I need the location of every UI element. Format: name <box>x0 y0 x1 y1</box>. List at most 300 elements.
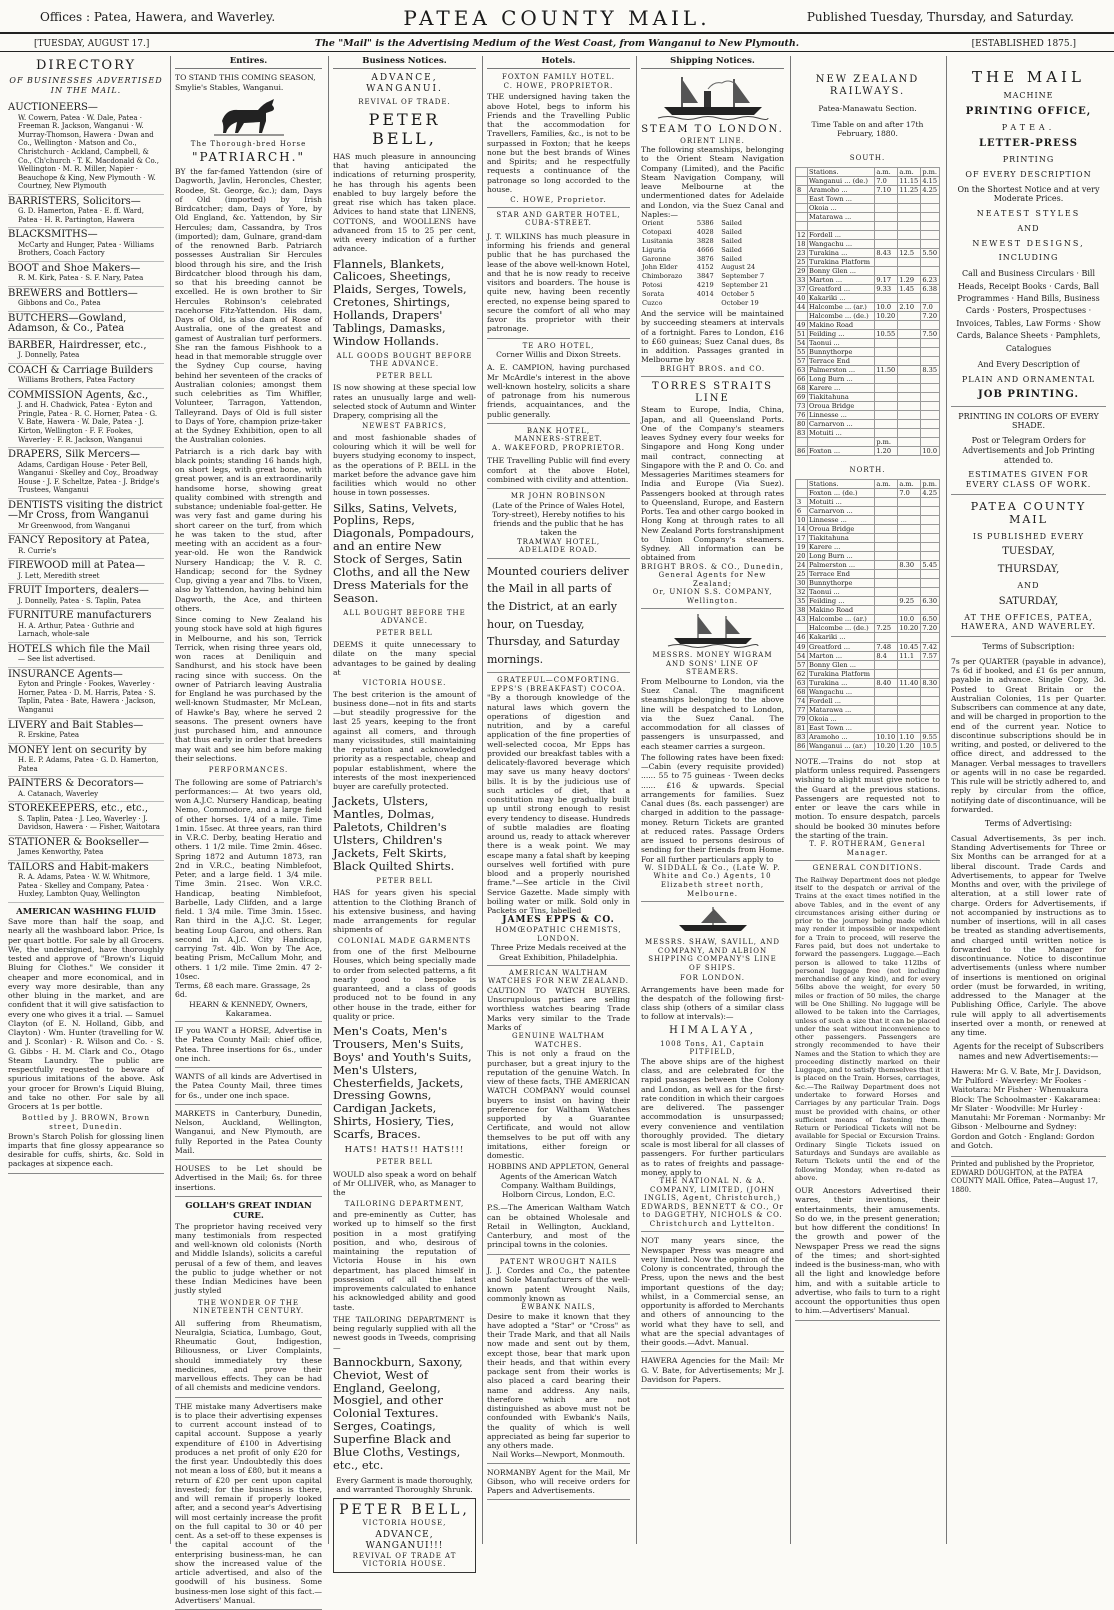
newest-fabrics: NEWEST FABRICS, <box>362 422 447 431</box>
tuesday: TUESDAY, <box>1002 546 1055 558</box>
ship-cell: Lusitania <box>642 237 673 246</box>
directory-heading: COACH & Carriage Builders <box>8 364 153 376</box>
directory-heading: PAINTERS & Decorators— <box>8 778 144 790</box>
peter-bell-box <box>333 1498 476 1573</box>
neatest-styles: NEATEST STYLES <box>976 209 1081 219</box>
general-conditions: GENERAL CONDITIONS. <box>812 864 923 873</box>
timetable-cell: 8.40 <box>875 678 898 687</box>
directory-entry <box>8 559 164 584</box>
subscription-body: 7s per QUARTER (payable in advance), 7s 6d if booked, and £1 6s per annum, payable in advance. Single Copy, 3d. Posted to Great Britain or the Australian Colonies, 11s per Quarter. Subscribers can commence at any date, and will be charged in proportion to the end of the current year. Notice to discontinue subscriptions should be in writing, and posted, or delivered to the office direct, and addressed to the Manager. Verbal messages to travellers or agents will in no case be regarded. This rule will be strictly adhered to, and reply by circular from the office, notifying date of discontinuance, will be forwarded. <box>951 656 1106 814</box>
timetable-cell: 76 <box>796 411 808 420</box>
fares: The following rates have been fixed:—Cabin (every requisite provided) ...... 55 to 75 guineas · Tween decks ...... £16 & upwards. Special arrangements for families. Suez Canal dues (8s. each passenger) are charged in addition to the passage-money. Return Tickets are granted at reduced rates. Passage Orders are issued to persons desirous of sending for their friends from Home. For all further particulars apply to <box>641 752 784 864</box>
timetable-row <box>796 185 940 194</box>
timetable-row <box>796 275 940 284</box>
masthead-title: PATEA COUNTY MAIL. <box>403 6 711 30</box>
the-mail: THE MAIL <box>972 68 1085 86</box>
timetable-cell: 6.50 <box>921 615 940 624</box>
ship-cell: October 19 <box>721 298 759 307</box>
station-name: Fordell ... <box>807 696 874 705</box>
timetable-cell <box>898 366 921 375</box>
timetable-cell <box>921 212 940 221</box>
timetable-cell <box>898 239 921 248</box>
timetable-cell: 9.33 <box>875 284 898 293</box>
timetable-cell <box>898 588 921 597</box>
shaw-savill: MESSRS. SHAW, SAVILL, AND COMPANY, AND ALBION SHIPPING COMPANY'S LINE OF SHIPS. <box>645 938 780 972</box>
ship-cell: October 5 <box>721 289 755 298</box>
timetable-cell <box>921 552 940 561</box>
directory-heading: FANCY Repository at Patea, <box>8 535 150 547</box>
peter-bell-sig-1: PETER BELL <box>376 371 433 380</box>
notices-list <box>175 1022 322 1197</box>
advertisers-mistake: THE mistake many Advertisers make is to place their advertising expenses to current account instead of to capital account. Suppose a yearly expenditure of £100 in Advertising produces a net profit of only £20 for the first year. Undoubtedly this does not mean a loss of £80, but it means a return of £20 per cent upon capital invested; for the business is there, and will remain if properly looked after, and a second year's Advertising will most certainly increase the profit on the full capital to 30 or 40 per cent. As a set-off to these expenses is the capital account of the enterprising business-man, he can show the increased value of the article advertised, and also of the goodwill of his business. Some business-men lose sight of this fact.—Advertisers' Manual. <box>175 1398 322 1610</box>
star-heading: STAR AND GARTER HOTEL, <box>496 210 621 219</box>
timetable-cell <box>796 311 808 320</box>
directory-entry <box>8 836 164 861</box>
station-name: Oroua Bridge <box>807 525 874 534</box>
directory-heading: BARRISTERS, Solicitors— <box>8 195 141 207</box>
ship-row <box>641 219 784 228</box>
timetable-row <box>796 203 940 212</box>
including: INCLUDING <box>998 253 1059 263</box>
directory-entry <box>8 312 164 339</box>
timetable-cell <box>796 221 808 230</box>
union-company: Or, UNION S.S. COMPANY, Wellington. <box>641 588 784 609</box>
small-notice: MARKETS in Canterbury, Dunedin, Nelson, Auckland, Wellington, Wanganui, and New Plymouth, are fully Reported in the Patea County Mail. <box>175 1105 322 1160</box>
station-name: Makino Road <box>807 320 874 329</box>
directory-entry <box>8 744 164 778</box>
ship-row <box>641 254 784 263</box>
hotels-heading: Hotels. <box>487 56 630 69</box>
timetable-cell <box>921 402 940 411</box>
bank-body: THE Travelling Public will find every comfort at the above Hotel, combined with civility and attention. <box>487 452 630 489</box>
ship-cell <box>696 298 720 307</box>
timetable-cell <box>898 633 921 642</box>
timetable-cell <box>875 339 898 348</box>
timetable-row <box>796 329 940 338</box>
directory-heading: COMMISSION Agents, &c., <box>8 389 149 401</box>
timetable-cell <box>921 393 940 402</box>
timetable-cell <box>921 230 940 239</box>
colonial-garments: COLONIAL MADE GARMENTS <box>337 936 472 945</box>
north-am2-header: a.m. <box>898 479 921 488</box>
station-name: Oroua Bridge <box>807 402 874 411</box>
rail-note: NOTE.—Trains do not stop at platform unless required. Passengers wishing to alight must give notice to the Guard at the previous stations. Passengers are requested not to enter or leave the cars while in motion. To ensure despatch, parcels should be booked 30 minutes before the starting of the train. <box>795 756 940 840</box>
column-shipping <box>636 56 788 1544</box>
steam-body-2: And the service will be maintained by succeeding steamers at intervals of a fortnight. Fares to London, £16 to £60 guineas; Suez Canal dues, 8s in addition. Passages granted in Melbourne by <box>641 309 784 365</box>
timetable-cell <box>898 543 921 552</box>
timetable-cell <box>921 266 940 275</box>
steam-body: The following steamships, belonging to the Orient Steam Navigation Company (Limited), and the Pacific Steam Navigation Company, will leave Melbourne at the undermentioned dates for Adelaide and London, via the Suez Canal and Naples:— <box>641 145 784 219</box>
timetable-cell <box>875 203 898 212</box>
timetable-cell: 6.30 <box>921 597 940 606</box>
timetable-cell: 6.38 <box>921 284 940 293</box>
caution-body: This is not only a fraud on the purchaser, but a great injury to the reputation of the genuine Watch. In view of these facts, THE AMERICAN WATCH COMPANY would counsel buyers to insist on having their preference for Waltham Watches supported by a Guarantee Certificate, and would not allow themselves to be put off with any imitations, either foreign or domestic. <box>487 1049 630 1161</box>
directory-heading: BUTCHERS—Gowland, Adamson, & Co., Patea <box>8 312 127 335</box>
masthead-offices: Offices : Patea, Hawera, and Waverley. <box>40 10 276 24</box>
directory-entry <box>8 364 164 389</box>
timetable-cell: 57 <box>796 357 808 366</box>
timetable-cell: 8 <box>796 185 808 194</box>
adv-terms-heading: Terms of Advertising: <box>984 819 1073 829</box>
deems-body: DEEMS it quite unnecessary to dilate on the many special advantages to be gained by dealing at <box>333 640 476 677</box>
timetable-cell: 8.30 <box>921 678 940 687</box>
column-business <box>328 56 480 1569</box>
directory-entry <box>8 534 164 559</box>
directory-names: J. Donnelly, Patea <box>18 351 80 360</box>
directory-heading: STATIONER & Bookseller— <box>8 836 149 848</box>
torres-heading: TORRES STRAITS LINE <box>652 381 773 405</box>
station-name <box>807 438 874 447</box>
south-pm-header: p.m. <box>921 167 940 176</box>
hobbins: HOBBINS AND APPLETON, General Agents of the American Watch Company. Waltham Buildings, Holborn Circus, London, E.C. <box>488 1162 629 1200</box>
post-orders: Post or Telegram Orders for Advertisements and Job Printing attended to. <box>962 436 1095 465</box>
timetable-cell <box>875 194 898 203</box>
ps: P.S.—The American Waltham Watch can be obtained Wholesale and Retail in Wellington, Auckland, Canterbury, and most of the principal towns in the colonies. <box>487 1199 630 1254</box>
station-name: Wangachu ... <box>807 239 874 248</box>
timetable-cell: 2.10 <box>898 302 921 311</box>
small-notice: WANTS of all kinds are Advertised in the Patea County Mail, three times for 6s., under one inch space. <box>175 1068 322 1105</box>
timetable-cell <box>898 579 921 588</box>
couriers: Mounted couriers deliver the Mail in all parts of the District, at an early hour, on Tuesday, Thursday, and Saturday mornings. <box>487 559 630 674</box>
shaw-body: Arrangements have been made for the despatch of the following first-class ship (others of a similar class to follow at intervals):— <box>641 984 784 1022</box>
timetable-cell: 8.30 <box>898 561 921 570</box>
timetable-cell: 37 <box>796 284 808 293</box>
thursday: THURSDAY, <box>997 563 1060 575</box>
ship-cell: August 24 <box>721 263 756 272</box>
timetable-cell: 24 <box>796 561 808 570</box>
station-name: Carnarvon ... <box>807 507 874 516</box>
flannels-list: Flannels, Blankets, Calicoes, Sheetings, Plaids, Serges, Towels, Cretones, Shirtings, Hollands, Drapers' Tablings, Damasks, Window Hollands. <box>333 256 467 348</box>
directory-entry <box>8 499 164 535</box>
foxton-body: THE undersigned having taken the above Hotel, begs to inform his Friends and the Travelling Public that the accommodation for Travellers, Families, &c., is not to be surpassed in Foxton; that he keeps none but the best brands of Wines and Spirits; and he respectfully requests a continuance of the patronage so long accorded to the house. <box>487 92 630 194</box>
station-name: Terrace End <box>807 357 874 366</box>
indian-cure-ad <box>175 1197 322 1398</box>
directory-heading: TAILORS and Habit-makers <box>8 861 149 873</box>
himalaya-sub: 1008 Tons, A1, Captain PITFIELD, <box>660 1039 765 1057</box>
colonial-body: HAS for years given his special attention to the Clothing Branch of his extensive business, and having made arrangements for regular shipments of <box>333 888 476 935</box>
bank-sub: MANNERS-STREET. <box>514 435 603 444</box>
timetable-cell: 12.5 <box>898 248 921 257</box>
timetable-cell: p.m. <box>875 438 898 447</box>
revival-end: REVIVAL OF TRADE AT VICTORIA HOUSE. <box>352 1551 457 1569</box>
timetable-cell <box>875 516 898 525</box>
timetable-cell <box>898 552 921 561</box>
performances-heading: PERFORMANCES. <box>208 766 289 775</box>
north-pm-header: p.m. <box>921 479 940 488</box>
timetable-cell: 43 <box>796 615 808 624</box>
ship-cell: 3847 <box>696 272 714 281</box>
criterion-body: The best criterion is the amount of business done—not in fits and starts—but steadily progressive for the last 25 years, keeping to the front against all comers, and through many vicissitudes, still maintaining the reputation and acknowledged priority as a respectable, cheap and popular establishment, where the interests of the most inexperienced buyer are carefully protected. <box>333 689 476 792</box>
timetable-cell: 11.15 <box>898 176 921 185</box>
station-name: East Town ... <box>807 723 874 732</box>
timetable-row <box>796 366 940 375</box>
epps-heading: EPPS'S (BREAKFAST) COCOA. <box>490 684 626 693</box>
timetable-cell: 68 <box>796 687 808 696</box>
directory-heading: BREWERS and Bottlers— <box>8 287 138 299</box>
general-body: The Railway Department does not pledge itself to the despatch or arrival of the Trains at the exact times notified in the above Tables, and in the event of any circumstances arising either during or prior to the journey being made which may render it impossible or inexpedient for a Train to proceed, will reserve the Fares paid, but does not undertake to forward the passengers. Luggage.—Each person is allowed to take 112lbs of personal luggage free (not including merchandise of any kind), and for every 56lbs above the weight, for every 50 miles or fraction of 50 miles, the charge will be One Shilling. No luggage will be allowed to be taken into the Carriages, unless of such a size that it can be placed under the seat without inconvenience to other passengers. Passengers are strongly recommended to have their Names and the Station to which they are proceeding distinctly marked on their Luggage, and to satisfy themselves that it is placed on the Train. Horses, carriages, &c.—The Railway Department does not undertake to forward Horses and Carriages by any particular Train. Dogs must be provided with chains, or other sufficient means of fastening them. Return or Periodical Tickets will not be available for Special or Excursion Trains. Ordinary Single Tickets issued on Saturdays and Sundays are available as Return Tickets until the end of the following Monday, when re-dated as above. <box>795 875 940 1182</box>
stud-owners: HEARN & KENNEDY, Owners, Kakaramea. <box>175 1000 322 1023</box>
timetable-cell: 18 <box>796 239 808 248</box>
ship-row <box>641 289 784 298</box>
timetable-cell <box>898 411 921 420</box>
directory-names: Gibbons and Co., Patea <box>18 299 101 308</box>
timetable-cell: 10 <box>796 516 808 525</box>
bannockburn-list: Bannockburn, Saxony, Cheviot, West of England, Geelong, Mosgiel, and other Colonial Textures. Serges, Coatings, Superfine Black and Blue Cloths, Vestings, etc., etc. <box>333 1354 463 1472</box>
directory-heading: FRUIT Importers, dealers— <box>8 585 149 597</box>
ship-cell: Potosi <box>642 281 663 290</box>
timetable-cell: 54 <box>796 339 808 348</box>
directory-heading: BARBER, Hairdresser, etc., <box>8 339 147 351</box>
agents-heading: Agents for the receipt of Subscribers names and new Advertisements:— <box>953 1042 1104 1062</box>
timetable-cell <box>898 516 921 525</box>
ship-cell: John Elder <box>642 263 678 272</box>
siddall: W. SIDDALL & Co., (Late W. P. White and Co.) Agents, 10 Elizabeth street north, Melbourne. <box>641 864 784 902</box>
bright-bros: BRIGHT BROS. and CO. <box>641 365 784 378</box>
timetable-cell <box>898 384 921 393</box>
timetable-cell <box>875 488 898 497</box>
railways-heading: NEW ZEALAND RAILWAYS. <box>815 74 920 98</box>
timetable-row <box>796 633 940 642</box>
timetable-cell <box>875 212 898 221</box>
bank-heading: BANK HOTEL, <box>526 426 591 435</box>
patea: PATEA. <box>1001 123 1056 133</box>
station-name: Feilding ... <box>807 597 874 606</box>
timetable-row <box>796 696 940 705</box>
timetable-cell: 7.0 <box>898 488 921 497</box>
timetable-row <box>796 311 940 320</box>
ship-cell: Cotopaxi <box>642 228 672 237</box>
north-stations-header: Stations. <box>807 479 874 488</box>
ship-cell: 3828 <box>696 237 714 246</box>
station-name: Carnarvon ... <box>807 420 874 429</box>
ship-cell: 4219 <box>696 281 714 290</box>
timetable-cell <box>898 498 921 507</box>
timetable-cell <box>921 507 940 516</box>
indian-cure-body: The proprietor having received very many testimonials from respected and well-known old colonists (North and Middle Islands), solicits a careful perusal of a few of them, and leaves the public to judge whether or not these Indian Medicines have been justly styled <box>175 1221 322 1296</box>
south-am2-header: a.m. <box>898 167 921 176</box>
directory-names: Eyton and Pringle · Fookes, Waverley · Horner, Patea · D. M. Harris, Patea · S. Taplin, Patea · Bate, Hawera · Jackson, Wanganui <box>18 680 156 714</box>
timetable-cell <box>875 669 898 678</box>
ship-row <box>641 281 784 290</box>
ship-cell: Garonne <box>642 254 671 263</box>
station-name: Greatford ... <box>807 284 874 293</box>
timetable-cell: 5.45 <box>921 561 940 570</box>
timetable-date: Time Table on and after 17th February, 1880. <box>811 119 924 138</box>
timetable-row <box>796 714 940 723</box>
timetable-cell <box>898 687 921 696</box>
hawera-agencies: HAWERA Agencies for the Mail: Mr G. V. Bate, for Advertisements; Mr J. Davidson for Papers. <box>641 1352 784 1389</box>
timetable-row <box>796 402 940 411</box>
directory-heading: LIVERY and Bait Stables— <box>8 719 144 731</box>
timetable-cell: 4.25 <box>921 488 940 497</box>
timetable-cell: 54 <box>796 651 808 660</box>
job-printing: JOB PRINTING. <box>951 389 1106 406</box>
timetable-cell: 25 <box>796 570 808 579</box>
timetable-cell: 46 <box>796 633 808 642</box>
timetable-cell <box>796 176 808 185</box>
robinson-heading: MR JOHN ROBINSON <box>510 492 607 501</box>
published-every: IS PUBLISHED EVERY <box>972 531 1085 541</box>
station-name: Foxton ... <box>807 447 874 456</box>
timetable-cell <box>898 320 921 329</box>
directory-entry <box>8 643 164 668</box>
tailoring-heading: TAILORING DEPARTMENT, <box>344 1199 465 1208</box>
timetable-cell: 7.10 <box>875 185 898 194</box>
ship-cell: Sailed <box>721 228 743 237</box>
ship-cell: Orient <box>642 219 664 228</box>
ewbank-heading: EWBANK NAILS, <box>521 1303 596 1312</box>
horse-stock: Since coming to New Zealand his young stock have sold at high figures in Melbourne, and his son, Terrick Terrick, when rising three years old, won races at Deniliquin and Sandhurst, and his stock have been racing since with success. On the owner of Patriarch leaving Australia for England he was purchased by the well-known Studmaster, Mr McLean, of Hawke's Bay, where he served 2 seasons. The present owners have just purchased him, and announce that thus early in order that breeders may wait and see him before making their selections. <box>175 615 322 763</box>
timetable-cell <box>898 194 921 203</box>
timetable-row <box>796 723 940 732</box>
timetable-cell: 38 <box>796 606 808 615</box>
colonial-details: from one of the first Melbourne Houses, which being specially made to order from selected patterns, a fit nearly good to bespoke is guaranteed, and a class of goods produced not to be found in any other house in the trade, either for quality or price. <box>333 947 476 1021</box>
estimates: ESTIMATES GIVEN FOR EVERY CLASS OF WORK. <box>951 470 1106 495</box>
printing-office: PRINTING OFFICE, <box>965 106 1092 118</box>
timetable-cell <box>875 348 898 357</box>
station-name: Marton ... <box>807 275 874 284</box>
timetable-cell: 79 <box>796 714 808 723</box>
timetable-cell <box>921 714 940 723</box>
timetable-row <box>796 194 940 203</box>
money-body: From Melbourne to London, via the Suez Canal. The magnificent steamships belonging to the above line will be despatched to London, via the Suez Canal. The accommodation for all classes of passengers is unsurpassed, and each steamer carries a surgeon. <box>641 676 784 751</box>
timetable-cell: 1.20 <box>875 447 898 456</box>
subscription-heading: Terms of Subscription: <box>982 642 1075 652</box>
timetable-row <box>796 176 940 185</box>
timetable-cell <box>921 293 940 302</box>
washing-bottled: Bottled by J. BROWN, Brown street, Dunedin. <box>21 1114 151 1131</box>
timetable-cell: 44 <box>796 302 808 311</box>
timetable-row <box>796 651 940 660</box>
directory-names: Mr Greenwood, from Wanganui <box>18 521 131 530</box>
timetable-cell <box>875 384 898 393</box>
timetable-cell: 7.50 <box>921 329 940 338</box>
station-name: Kakariki ... <box>807 633 874 642</box>
timetable-cell <box>921 516 940 525</box>
himalaya: HIMALAYA, <box>669 1024 756 1036</box>
small-notice: HOUSES to be Let should be Advertised in the Mail; 6s. for three insertions. <box>175 1160 322 1197</box>
money-wigram: MESSRS. MONEY WIGRAM AND SONS' LINE OF STEAMERS. <box>652 651 773 677</box>
plain-ornamental: PLAIN AND ORNAMENTAL <box>961 374 1096 384</box>
directory-names: Williams Brothers, Patea Factory <box>18 376 135 385</box>
timetable-cell <box>898 339 921 348</box>
saturday: SATURDAY, <box>998 595 1059 607</box>
timetable-row <box>796 320 940 329</box>
station-name: Linnesse ... <box>807 516 874 525</box>
timetable-cell: 11.1 <box>898 651 921 660</box>
torres-body: Steam to Europe, India, China, Japan, and all Queensland Ports. One of the Company's steamers leaves Sydney every four weeks for Singapore and Hong Kong under mail contract, connecting at Singapore with the P. and O. Co. and Messageries Maritimes steamers for India and Europe (Via Suez). Passengers booked at through rates to Queensland, Europe, and Eastern Ports. Tea and other cargo booked in Hong Kong at through rates to all New Zealand Ports forstranshipment to Union Company's steamers. Sydney. All information can be obtained from <box>641 405 784 563</box>
timetable-cell <box>875 393 898 402</box>
timetable-cell <box>921 543 940 552</box>
entires-heading: Entires. <box>175 56 322 69</box>
shades-body: and most fashionable shades of colouring which it will be well for buyers studying economy to inspect, as the operations of P. BELL in the market before the advance gave him facilities which would no other house in town possesses. <box>333 432 476 498</box>
revival-heading: REVIVAL OF TRADE. <box>358 98 451 107</box>
timetable-cell <box>898 438 921 447</box>
epps-body: "By a thorough knowledge of the natural laws which govern the operations of digestion and nutrition, and by a careful application of the fine properties of well-selected cocoa, Mr Epps has provided our breakfast tables with a delicately-flavored beverage which may save us many heavy doctors' bills. It is by the judicious use of such articles of diet, that a constitution may be gradually built up until strong enough to resist every tendency to disease. Hundreds of subtle maladies are floating around us, ready to attack wherever there is a weak point. We may escape many a fatal shaft by keeping ourselves well fortified with pure blood and a properly nourished frame."—See article in the Civil Service Gazette. Made simply with boiling water or milk. Sold only in Packets or Tins, labelled <box>487 693 630 916</box>
timetable-row <box>796 411 940 420</box>
timetable-cell: 55 <box>796 348 808 357</box>
caution: CAUTION TO WATCH BUYERS. Unscrupulous parties are selling worthless watches bearing Trade Marks very similar to the Trade Marks of <box>487 985 630 1032</box>
station-name: Feilding ... <box>807 329 874 338</box>
timetable-cell: 57 <box>796 660 808 669</box>
timetable-cell <box>875 552 898 561</box>
timetable-cell <box>875 221 898 230</box>
timetable-cell <box>898 525 921 534</box>
tearo-heading: TE ARO HOTEL, <box>522 341 595 350</box>
timetable-row <box>796 741 940 750</box>
timetable-cell <box>898 375 921 384</box>
timetable-row <box>796 248 940 257</box>
timetable-cell <box>875 714 898 723</box>
timetable-row <box>796 221 940 230</box>
timetable-cell <box>875 525 898 534</box>
robinson-body: (Late of the Prince of Wales Hotel, Tory-street), Hereby notifies to his friends and the public that he has taken the <box>492 500 625 538</box>
timetable-cell: 14 <box>796 525 808 534</box>
timetable-cell: 49 <box>796 320 808 329</box>
timetable-cell: 1.10 <box>898 732 921 741</box>
tearo-body: A. E. CAMPION, having purchased Mr McArdle's interest in the above well-known hostelry, solicits a share of patronage from his numerous friends, acquaintances, and the public generally. <box>487 359 630 424</box>
station-name: Taonui ... <box>807 588 874 597</box>
timetable-row <box>796 624 940 633</box>
station-name: Wanganui ... (ar.) <box>807 741 874 750</box>
south-timetable <box>795 167 940 457</box>
ship-icon <box>673 905 753 935</box>
adelaide-road: ADELAIDE ROAD. <box>487 546 630 559</box>
silks-list: Silks, Satins, Velvets, Poplins, Reps, Diagonals, Pompadours, and an entire New Stock of Serges, Satin Cloths, and all the New Dress Materials for the Season. <box>333 500 475 605</box>
ship-cell: 5386 <box>696 219 714 228</box>
timetable-row <box>796 420 940 429</box>
timetable-cell <box>921 384 940 393</box>
star-sub: CUBA-STREET. <box>525 219 592 228</box>
timetable-cell <box>921 579 940 588</box>
directory-heading: MONEY lent on security by <box>8 744 147 756</box>
timetable-row <box>796 570 940 579</box>
performances: The following are some of Patriarch's performances:— At two years old, won A.J.C. Nursery Handicap, beating Nemo, Commodore, and a large field of other horses. 1/4 of a mile. Time 1min. 15sec. At three years, ran third in V.R.C. Derby, beating Heratio and others. 1 1/2 mile. Time 2min. 46sec. Spring 1872 and Autumn 1873, ran 2nd in V.R.C., beating Nimblefoot, Peter, and a large field. 1 3/4 mile. Time 3min. 21sec. Won V.R.C. Handicap, beating Nimblefoot, Barbelle, Lady Clifden, and a large field. 1 3/4 mile. Time 3min. 15sec. Ran third in the A.J.C. St. Leger, beating Loup Garou, and others. Ran second in A.J.C. City Handicap, carrying 7st. 4lb. Won by The Ace, beating Prism, McCallum Mohr, and others. 1 1/2 mile. Time 2min. 47 2-10sec. <box>175 777 322 981</box>
station-name: Tiakitahuna <box>807 534 874 543</box>
printing: PRINTING <box>1002 155 1055 165</box>
directory-names: W. Cowern, Patea · W. Dale, Patea · Freeman R. Jackson, Wanganui · W. Murray-Thomson, Hawera · Dwan and Co., Wellington · Matson and Co., Christchurch · Ackland, Campbell, & Co., Ch'church · T. K. Macdonald & Co., Wellington · M. R. Miller, Napier · Beauchope & King, New Plymouth · W. Courtney, New Plymouth <box>18 113 160 191</box>
masthead-published: Published Tuesday, Thursday, and Saturday. <box>806 10 1074 24</box>
directory-heading: AUCTIONEERS— <box>8 102 98 114</box>
ship-row <box>641 245 784 254</box>
directory-heading: FIREWOOD mill at Patea— <box>8 560 146 572</box>
directory-names: Adams, Cardigan House · Peter Bell, Wanganui · Skelley and Coy., Broadway House · J. F. Scheltze, Patea · J. Bridge's Trustees, Wanganui <box>18 460 160 495</box>
station-name: Turakina ... <box>807 678 874 687</box>
timetable-row <box>796 705 940 714</box>
station-name: Bonny Glen ... <box>807 266 874 275</box>
column-railways <box>790 56 944 1544</box>
bought-before: ALL BOUGHT BEFORE THE ADVANCE. <box>343 608 466 626</box>
directory-names: J. Lett, Meredith street <box>18 571 100 580</box>
directory-names: R. Erskine, Patea <box>18 731 80 740</box>
directory-names: J. and H. Chadwick, Patea · Eyton and Pringle, Patea · R. C. Horner, Patea · G. V. Bate, Hawera · W. Dale, Patea · J. Kirton, Wellington · F. F. Fookes, Waverley · F. R. Jackson, Wanganui <box>18 401 158 444</box>
directory-names: R. M. Kirk, Patea · S. F. Nary, Patea <box>18 274 144 283</box>
patent-heading: PATENT WROUGHT NAILS <box>499 1257 618 1266</box>
entires-intro: TO STAND THIS COMING SEASON, Smylie's Stables, Wanganui. <box>175 73 316 92</box>
north-am-header: a.m. <box>875 479 898 488</box>
timetable-cell <box>875 507 898 516</box>
timetable-cell <box>898 714 921 723</box>
ewbank-body: Desire to make it known that they have adopted a "Star" or "Cross" as their Trade Mark, and that all Nails now made and sent out by them, except those, bear that mark upon their heads, and that within every package sent from their works is also placed a card bearing their name and address. Any nails, therefore which are not distinguished as above must not be confounded with Ewbank's Nails, the quality of which is well appreciated as being far superior to any others made. <box>487 1311 630 1451</box>
station-name: Aramoho ... <box>807 185 874 194</box>
timetable-cell <box>875 375 898 384</box>
wonder-heading: THE WONDER OF THE NINETEENTH CENTURY. <box>192 1298 305 1316</box>
station-name: Bunnythorpe <box>807 348 874 357</box>
timetable-cell <box>875 696 898 705</box>
timetable-cell: 83 <box>796 732 808 741</box>
ship-cell: 4014 <box>696 289 714 298</box>
timetable-row <box>796 284 940 293</box>
